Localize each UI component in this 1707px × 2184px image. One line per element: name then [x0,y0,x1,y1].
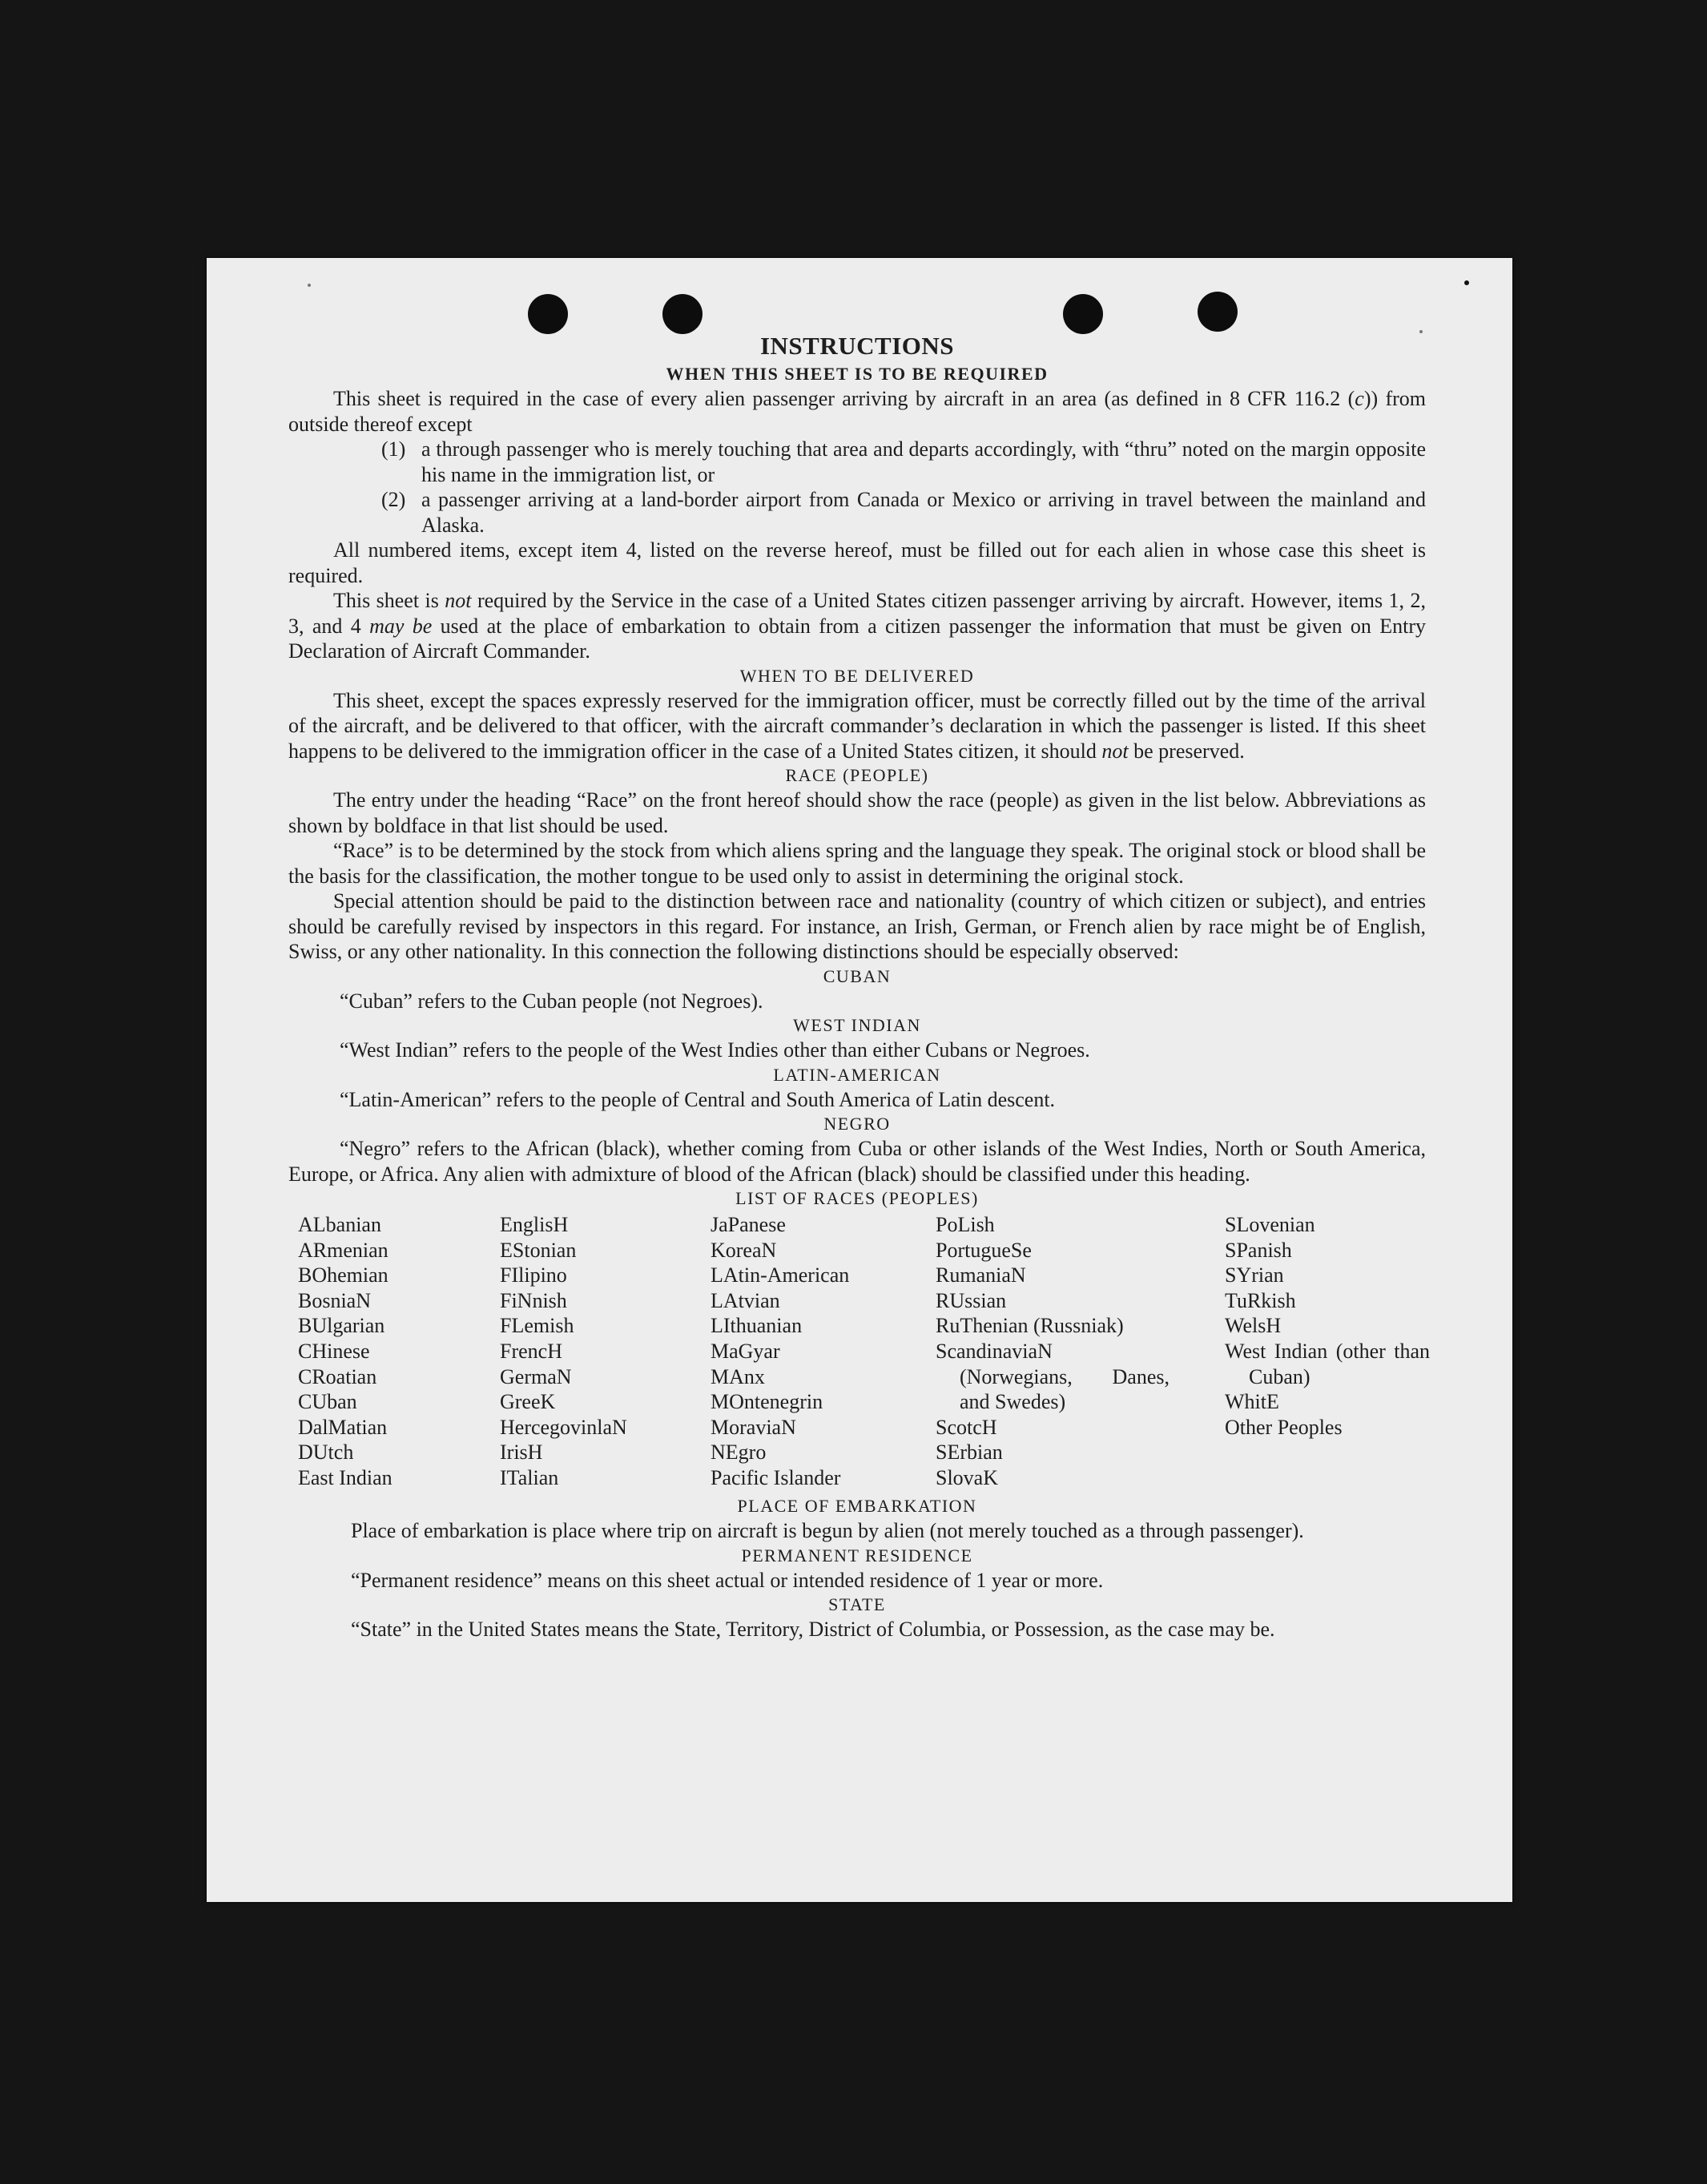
race-entry: East Indian [298,1465,393,1489]
race-entry: LAtin-American [711,1263,850,1287]
paragraph-race-2: “Race” is to be determined by the stock from which aliens spring and the language they speak. The original stock or blood shall be the basis for the classification, the mother tongue to be used only to assist in determining the original stock. [288,839,1426,888]
paragraph-cuban: “Cuban” refers to the Cuban people (not Negroes). [340,989,763,1013]
race-entry: FIlipino [500,1263,567,1287]
race-entry: MAnx [711,1364,765,1388]
race-entry: ARmenian [298,1238,389,1262]
race-entry: FiNnish [500,1288,567,1312]
text-run: required by the Service in the case of a United States citizen passenger arriving by aircraft. However, items 1, 2, 3, and 4 [288,589,1426,638]
text-run: used at the place of embarkation to obtain from a citizen passenger the information that must be given on Entry Declaration of Aircraft Commander. [288,614,1426,663]
race-entry: JaPanese [711,1213,786,1236]
heading-negro: NEGRO [823,1114,891,1134]
item-number: (2) [381,488,406,511]
text-run: This sheet is [333,589,445,612]
race-entry: GermaN [500,1364,572,1388]
race-entry: GreeK [500,1390,556,1414]
races-column-4 [936,1212,1170,1491]
race-entry: ScotcH [936,1415,997,1439]
punch-hole [1063,294,1103,334]
exception-item-2 [288,487,1426,538]
race-entry: EnglisH [500,1213,569,1236]
heading-embarkation: PLACE OF EMBARKATION [737,1496,977,1516]
heading-cuban: CUBAN [823,965,892,986]
speck [308,284,311,287]
race-entry: RuThenian (Russniak) [936,1314,1124,1338]
races-table [288,1212,1430,1494]
text-run: This sheet is required in the case of every alien passenger arriving by aircraft in an area (as defined in 8 CFR 116.2 ( [333,387,1355,410]
race-entry: MOntenegrin [711,1390,823,1414]
text-italic: c [1355,387,1364,410]
heading-when-delivered: WHEN TO BE DELIVERED [739,665,975,686]
race-entry: BosniaN [298,1288,371,1312]
item-text: a through passenger who is merely touching that area and departs accordingly, with “thru” noted on the margin opposite his name in the immigration list, or [421,437,1426,486]
item-number: (1) [381,437,406,461]
race-entry: DalMatian [298,1415,388,1439]
race-entry: CUban [298,1390,357,1414]
punch-hole [662,294,703,334]
race-entry: TuRkish [1225,1288,1296,1312]
exception-item-1 [288,437,1426,487]
race-entry: EStonian [500,1238,577,1262]
race-entry: DUtch [298,1441,354,1465]
race-entry: SErbian [936,1441,1003,1465]
text-italic: may be [369,614,433,638]
race-entry: WelsH [1225,1314,1282,1338]
paragraph-citizen [288,588,1426,664]
punch-hole [1198,292,1238,332]
race-entry: MoraviaN [711,1415,796,1439]
heading-latin-american: LATIN-AMERICAN [773,1064,941,1085]
race-entry: ScandinaviaN (Norwegians, Danes, and Swedes) [936,1339,1170,1414]
race-entry: RumaniaN [936,1263,1026,1287]
heading-when-required: WHEN THIS SHEET IS TO BE REQUIRED [666,364,1049,384]
paragraph-numbered-items: All numbered items, except item 4, listed on the reverse hereof, must be filled out for each alien in whose case this sheet is required. [288,538,1426,587]
text-run: )) from outside thereof except [288,387,1427,436]
paragraph-latin-american: “Latin-American” refers to the people of Central and South America of Latin descent. [340,1087,1056,1111]
speck [1464,280,1469,285]
page-title: INSTRUCTIONS [759,332,954,360]
race-entry: IrisH [500,1441,543,1465]
heading-races-list: LIST OF RACES (PEOPLES) [735,1188,979,1208]
heading-state: STATE [828,1594,886,1614]
race-entry: PoLish [936,1213,995,1236]
race-entry: LAtvian [711,1288,780,1312]
paragraph-race-1: The entry under the heading “Race” on the front hereof should show the race (people) as given in the list below. Abbreviations as shown by boldface in that list should be used. [288,788,1426,837]
race-entry: MaGyar [711,1339,780,1363]
race-entry: SYrian [1225,1263,1284,1287]
item-text: a passenger arriving at a land-border airport from Canada or Mexico or arriving in travel between the mainland and Alaska. [421,488,1426,537]
race-entry: SPanish [1225,1238,1292,1262]
race-entry: ALbanian [298,1213,381,1236]
paragraph-west-indian: “West Indian” refers to the people of the West Indies other than either Cubans or Negroes. [340,1038,1090,1062]
instruction-sheet [207,258,1512,1902]
text-run: This sheet, except the spaces expressly reserved for the immigration officer, must be correctly filled out by the time of the arrival of the aircraft, and be delivered to that officer, with the aircraft commander’s declaration in which the passenger is listed. If this sheet happens to be delivered to the immigration officer in the case of a United States citizen, it should [288,688,1426,763]
document-body [288,330,1430,1642]
race-entry: RUssian [936,1288,1007,1312]
race-entry: FLemish [500,1314,574,1338]
heading-west-indian: WEST INDIAN [793,1015,921,1035]
races-column-5 [1225,1212,1430,1440]
race-entry: WhitE [1225,1390,1279,1414]
race-entry: BOhemian [298,1263,389,1287]
races-column-1 [298,1212,490,1491]
paragraph-embarkation: Place of embarkation is place where trip on aircraft is begun by alien (not merely touched as a through passenger). [351,1519,1304,1542]
heading-race: RACE (PEOPLE) [785,765,929,785]
paragraph-negro: “Negro” refers to the African (black), whether coming from Cuba or other islands of the West Indies, North or South America, Europe, or Africa. Any alien with admixture of blood of the African (black) should be classified under this heading. [288,1137,1426,1186]
text-italic: not [1101,739,1129,763]
paragraph-delivered [288,688,1426,764]
paragraph-residence: “Permanent residence” means on this sheet actual or intended residence of 1 year or more. [351,1568,1104,1592]
races-column-3 [711,1212,927,1491]
text-italic: not [445,589,472,612]
race-entry: Pacific Islander [711,1465,841,1489]
race-entry: BUlgarian [298,1314,385,1338]
race-entry: ITalian [500,1465,559,1489]
heading-residence: PERMANENT RESIDENCE [741,1545,973,1565]
race-entry: West Indian (other than Cuban) [1225,1339,1430,1388]
races-column-2 [500,1212,700,1491]
race-entry: HercegovinlaN [500,1415,627,1439]
race-entry: PortugueSe [936,1238,1032,1262]
race-entry: LIthuanian [711,1314,803,1338]
punch-hole [528,294,568,334]
paragraph-state: “State” in the United States means the State, Territory, District of Columbia, or Possession, as the case may be. [351,1618,1275,1641]
text-run: be preserved. [1128,739,1245,763]
race-entry: CRoatian [298,1364,377,1388]
race-entry: FrencH [500,1339,562,1363]
paragraph-required [288,386,1426,437]
race-entry: Other Peoples [1225,1415,1343,1439]
race-entry: NEgro [711,1441,767,1465]
race-entry: SlovaK [936,1465,998,1489]
race-entry: KoreaN [711,1238,777,1262]
paragraph-race-3: Special attention should be paid to the distinction between race and nationality (country of which citizen or subject), and entries should be carefully revised by inspectors in this regard. For instance, an Irish, German, or French alien by race might be of English, Swiss, or any other nationality. In this connection the following distinctions should be especially observed: [288,889,1426,963]
race-entry: SLovenian [1225,1213,1315,1236]
race-entry: CHinese [298,1339,370,1363]
